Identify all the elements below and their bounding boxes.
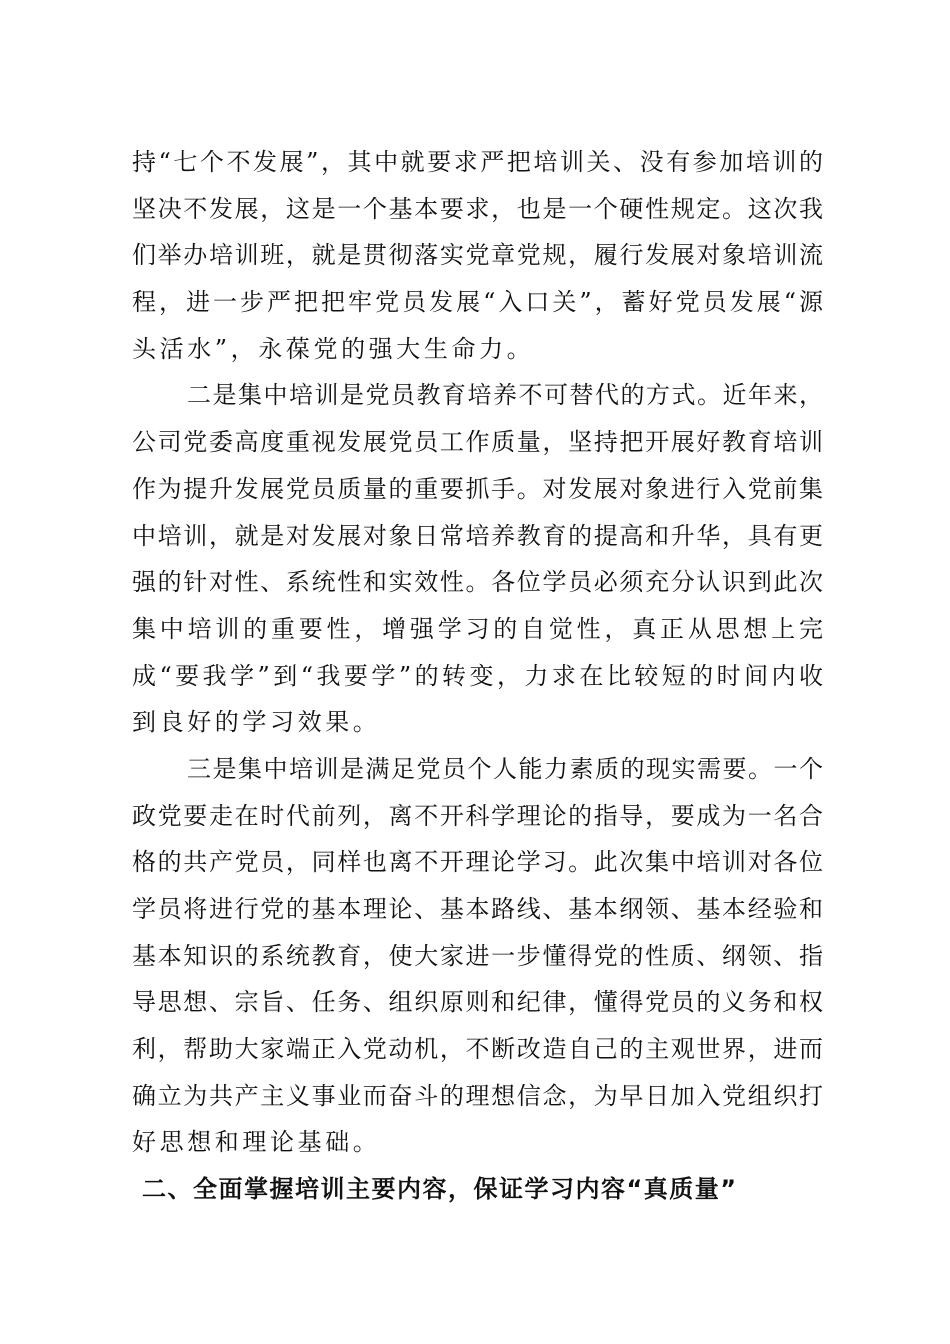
text-line: 三是集中培训是满足党员个人能力素质的现实需要。一个 (187, 754, 823, 783)
text-line: 好思想和理论基础。 (132, 1128, 381, 1157)
text-line: 持“七个不发展”，其中就要求严把培训关、没有参加培训的 (132, 148, 823, 176)
text-line: 们举办培训班，就是贯彻落实党章党规，履行发展对象培训流 (132, 241, 823, 270)
document-page (132, 139, 823, 1213)
text-line: 作为提升发展党员质量的重要抓手。对发展对象进行入党前集 (132, 474, 823, 503)
text-line: 利，帮助大家端正入党动机，不断改造自己的主观世界，进而 (132, 1035, 823, 1064)
paragraph-3 (132, 746, 823, 1166)
text-line: 格的共产党员，同样也离不开理论学习。此次集中培训对各位 (132, 848, 823, 877)
text-line: 确立为共产主义事业而奋斗的理想信念，为早日加入党组织打 (132, 1081, 823, 1110)
paragraph-2 (132, 372, 823, 746)
paragraph-1 (132, 139, 823, 372)
text-line: 政党要走在时代前列，离不开科学理论的指导，要成为一名合 (132, 801, 823, 830)
text-line: 程，进一步严把把牢党员发展“入口关”，蓄好党员发展“源 (132, 288, 823, 317)
text-line: 坚决不发展，这是一个基本要求，也是一个硬性规定。这次我 (132, 194, 823, 223)
text-line: 到良好的学习效果。 (132, 708, 381, 737)
text-line: 导思想、宗旨、任务、组织原则和纪律，懂得党员的义务和权 (132, 988, 823, 1017)
text-line: 学员将进行党的基本理论、基本路线、基本纲领、基本经验和 (132, 895, 823, 923)
text-line: 头活水”，永葆党的强大生命力。 (132, 334, 535, 363)
text-line: 成“要我学”到“我要学”的转变，力求在比较短的时间内收 (132, 661, 823, 690)
section-heading: 二、全面掌握培训主要内容，保证学习内容“真质量” (142, 1175, 738, 1204)
text-line: 集中培训的重要性，增强学习的自觉性，真正从思想上完 (132, 614, 823, 643)
text-line: 基本知识的系统教育，使大家进一步懂得党的性质、纲领、指 (132, 941, 823, 970)
text-line: 中培训，就是对发展对象日常培养教育的提高和升华，具有更 (132, 521, 823, 550)
text-line: 公司党委高度重视发展党员工作质量，坚持把开展好教育培训 (132, 428, 823, 457)
text-line: 二是集中培训是党员教育培养不可替代的方式。近年来， (187, 381, 823, 410)
text-line: 强的针对性、系统性和实效性。各位学员必须充分认识到此次 (132, 568, 823, 597)
